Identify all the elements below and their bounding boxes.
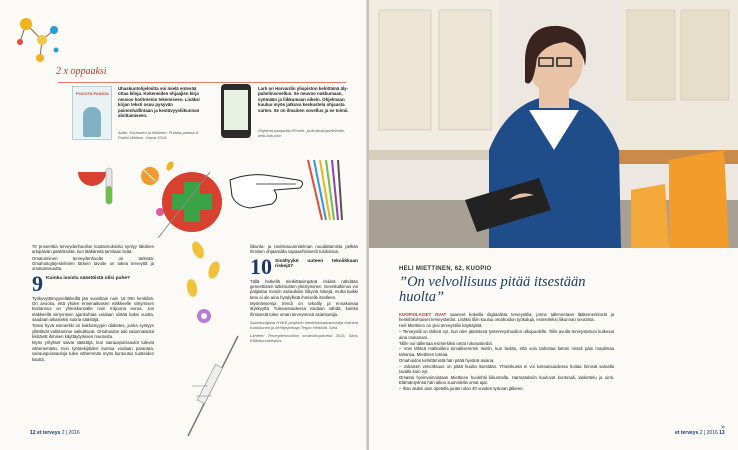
page-number: 12 xyxy=(30,430,36,436)
paragraph: – Jokaisen velvollisuus on pitää huolta itsestään. Yhteiskunta ei voi tulevaisuudessa hoitaa ihmisiä samalla tavalla kuin nyt. xyxy=(399,363,614,375)
question-9 xyxy=(32,270,154,296)
paragraph: Tällä hetkellä merkittävimpänä riskinä nähdään geneettisten tutkimusten yleistyminen. Geenitutkimus voi paljastaa moniin sairauksiin liittyviä riskejä, mutta kaikki tieto ei ole aina hyödyllistä ihmiselle itselleen. xyxy=(250,278,358,300)
health-illustration xyxy=(60,150,368,245)
paragraph: Heli Miettinen on yksi terveystilin käyttäjistä. xyxy=(399,323,483,329)
sources-note: Lähteet: Terveydenhuollon omahoitopalvelut 2015, Sitra; Eläketurvakeskus. xyxy=(250,333,358,344)
paragraph: – Ihan aluksi aion opetella jouten olon 40 vuoden työuran jälkeen. xyxy=(399,386,524,392)
paragraph: Omasta hyvinvoinnistaan Miettinen huolehtii liikunnalla. Harrastuksiin kuuluvat kuntosali, laskettelu ja uinti. Elämäntyönsä hän aikoo suunnitella omat ajat. xyxy=(399,374,614,386)
issue-number: 2 | 2016 xyxy=(61,430,80,436)
article-headline: ”On velvollisuus pitää itsestään huolta” xyxy=(399,274,586,305)
book-cover-image xyxy=(72,86,112,140)
tip-app-source: Ohjelma saatavilla iPhone- ja Android-puhelimiin, web.lark.com xyxy=(258,128,346,138)
left-page-footer xyxy=(30,430,80,436)
paragraph: – Voin lähteä matkoilleni turvallisemmin mielin, kun tiedän, että voin tarkistaa tietoni missä päin maailmaa tahansa, Miettinen toteaa. xyxy=(399,346,614,357)
tip-book-source: Aalto, Korhonen ja Niininen: Pudota painoa & Painki Weikon. Otava 2015. xyxy=(118,130,199,140)
magazine-name: et terveys xyxy=(36,430,61,436)
book-title: PUDOTA PAINOA xyxy=(76,91,109,96)
phone-app-image xyxy=(221,84,251,138)
question-heading: Sisältyykö uuteen tekniikkaan riskejä? xyxy=(275,258,358,270)
paragraph: Työkyvyttömyyseläkkeillä jää vuosittain noin 18 000 henkilöä. On arvioitu, että yhden ennenaikaisen eläkkeelle siirtymisen kustannus on yhteiskunnalle noin miljoona euroa. Jos eläkkeellä siirtymisen ajankohtaa voidaan siirtää kaksi vuotta, saadaan aikaiseksi suuria säästöjä. xyxy=(32,295,154,323)
paragraph: 70 prosenttia terveydenhuollon kustannuksista syntyy läkärien arkipäivän päätöksistä, kun lääkäreitä tarvitaan lisää. xyxy=(32,244,154,255)
page-number: 13 xyxy=(719,430,725,436)
question-number: 9 xyxy=(32,270,43,296)
paragraph: Omahoidon kehittämistä hän pitää hyvänä asiana. xyxy=(399,357,495,363)
portrait-photo xyxy=(369,0,738,248)
interviewee-name: HELI MIETTINEN, 62, KUOPIO xyxy=(399,266,492,272)
pills-and-syringe-illustration xyxy=(178,236,248,441)
paragraph: liikunta- ja ravintosuunnitelman noudattamista pelkän ihmisen ohjaamalla vapaaehtoisesti tuloksissa. xyxy=(250,244,358,255)
lead-label: KUOPIOLAISET OVAT xyxy=(399,312,447,317)
article-body xyxy=(399,312,614,392)
issue-number: 2 | 2016 xyxy=(699,430,718,436)
left-page xyxy=(0,0,368,450)
right-page xyxy=(369,0,738,450)
question-heading: Kuinka isoista säästöistä olisi puhe? xyxy=(46,275,130,281)
question-10 xyxy=(250,253,358,279)
question-number: 10 xyxy=(250,253,272,279)
expert-credit: Asiantuntijana HYKE-projektin kehittämisasiantuntija Katriina Kankkunen ja kehitysjohtaja Teppo Heikkilä, Sitra. xyxy=(250,320,358,331)
tip-app-text: Lark on Harvardin yliopiston kehittämä älypuhelinsovellus. Se neuvoo nukkumaan, syömään ja liikkumaan oikein. Ohjelmaan kuuluu myös jatkuva keskustelu ohjausta varten. Se on ilmainen sovellus ja se toimii. xyxy=(258,86,349,113)
paragraph: Myös yritykset saivat säästöjä, kun sairauspoissaolot tulevat vähenemään. Kun työntekijöiden kuntoa voidaan parantaa, sairauspoissaoloja tulee vähemmän myös kuntoutus tuotteiden kautta. xyxy=(32,340,154,362)
article-column-1 xyxy=(32,244,154,363)
tip-book-text: Uhaskuntohjelmitta voi mielä entevää ottaa kiloja. Kokeneiden ohjaajien kirja neuvoo kotitreenin tekemiseen. Lisäksi kirjan teksti osuu pysyvän painonhallintaan ja kestävyysliikunnan aloittamiseen. xyxy=(118,86,200,119)
paragraph: KUOPIOLAISET OVAT saaneet kokeilla digitaalista terveystilia, jonne tallennetaan lääkemerkinnät ja henkilökohtaiset terveystiedot. Lisäksi tiliin kuuluu omahoidon työkaluja, esimerkiksi liikunnan seuranta. xyxy=(399,312,614,323)
paragraph: Tilille voi tallentaa esimerkiksi omat rokotustiedot. xyxy=(399,340,493,346)
tips-heading: 2 x oppaaksi xyxy=(56,66,107,77)
continue-arrow-icon: » xyxy=(721,424,725,431)
molecule-illustration xyxy=(14,14,64,70)
paragraph: Totesi hyvä esimerkki on kakkostyypin diabetes, jonka syntyyn yllättävät valintamme vaikuttavat. Omahoidon tuki satunnaisista kiistävät ihmisen käyttäytymisen muutosta. xyxy=(32,323,154,340)
magazine-name: et terveys xyxy=(675,430,699,436)
paragraph: Omatoiminen terveydenhuolto on tärkeää. Omahoitojärjestelmien tärkein tavoite on tukea terveyttä ja omatoimisuutta. xyxy=(32,255,154,272)
right-page-footer xyxy=(675,430,725,436)
paragraph: Myönteisempi trendi on tekoäly ja ennakoivaa älykkyyttä. Tulevaisuudessa voidaan nähdä, kuinka ihmisestä tulee oman terveytensä asiantuntija. xyxy=(250,301,358,317)
paragraph: – Terveystili on tärkeä nyt, kun olen jäämässä työterveyshuollon ulkopuolelle. Tiilin avulla terveystietoni kulkevat aina mukanani. xyxy=(399,329,614,340)
article-column-2 xyxy=(250,244,358,344)
tips-divider xyxy=(58,82,346,83)
